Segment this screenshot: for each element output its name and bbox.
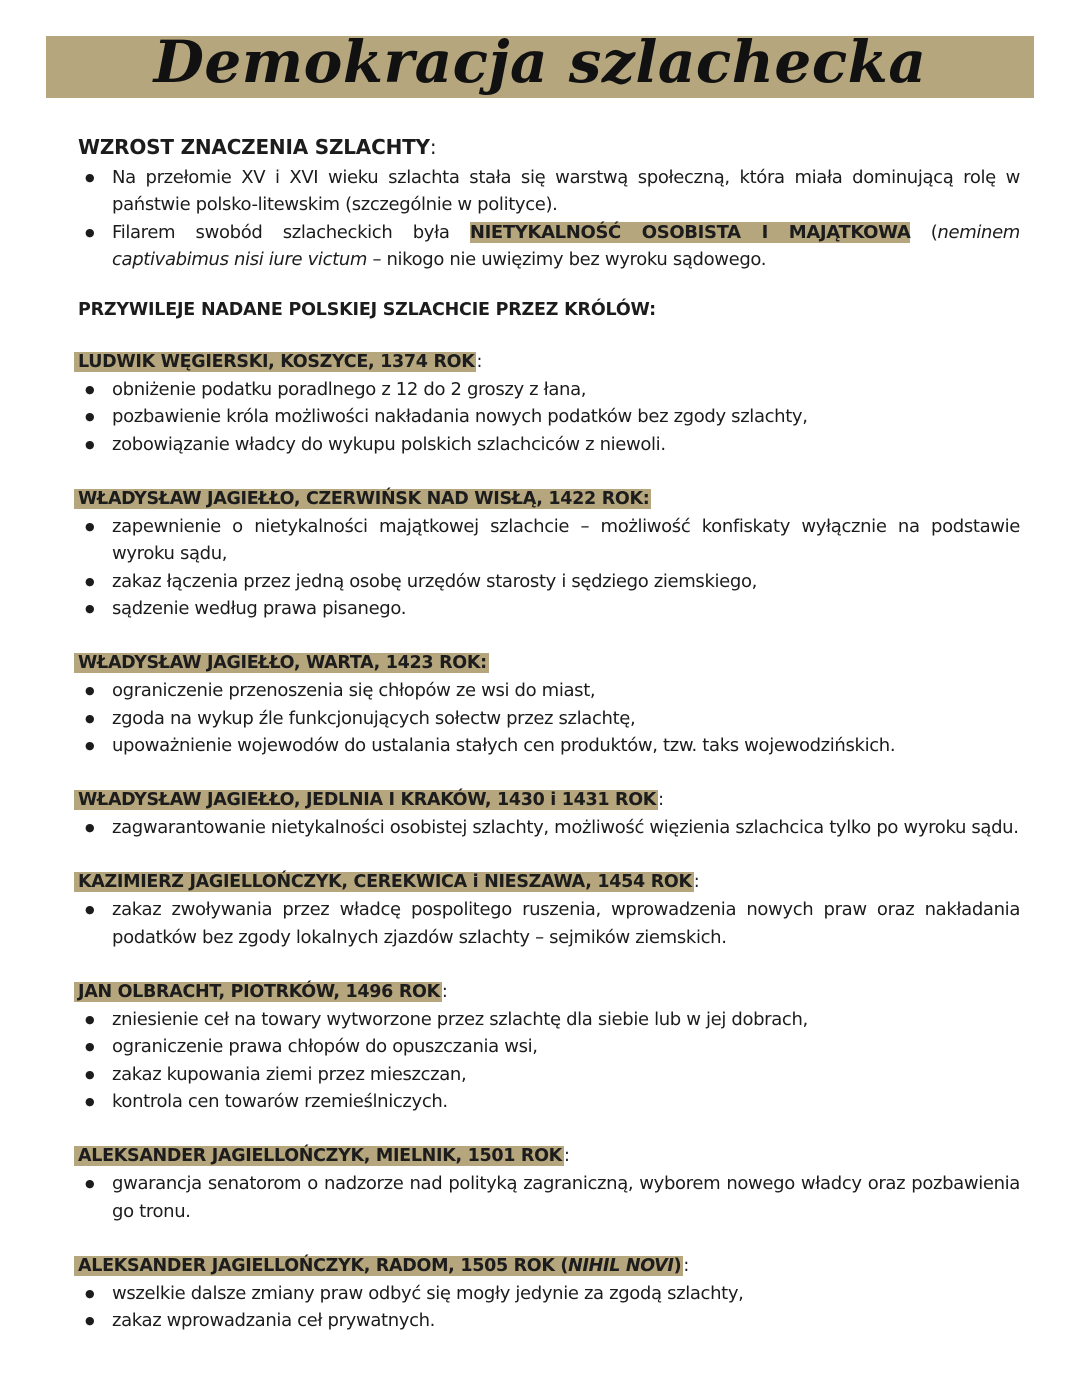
list-item: ● zapewnienie o nietykalności majątkowej szlachcie – możliwość konfiskaty wyłącznie na podstawie wyroku sądu,: [78, 513, 1020, 568]
privilege-section: [78, 349, 1020, 458]
section-colon: :: [563, 1146, 570, 1167]
section-colon: :: [683, 1255, 689, 1276]
section-title: ALEKSANDER JAGIELLOŃCZYK, MIELNIK, 1501 ROK: [74, 1146, 564, 1166]
section-heading: [74, 1253, 1020, 1280]
list-item: ● zakaz kupowania ziemi przez mieszczan,: [78, 1061, 1020, 1088]
list-item: ● wszelkie dalsze zmiany praw odbyć się mogły jedynie za zgodą szlachty,: [78, 1280, 1020, 1307]
privileges-heading: PRZYWILEJE NADANE POLSKIEJ SZLACHCIE PRZEZ KRÓLÓW:: [78, 300, 656, 321]
document-body: [78, 133, 1020, 1334]
section-heading: [74, 650, 1020, 677]
section-list: [78, 376, 1020, 458]
privilege-section: [78, 1253, 1020, 1335]
list-item: ● zakaz łączenia przez jedną osobę urzędów starosty i sędziego ziemskiego,: [78, 568, 1020, 595]
privilege-section: [78, 979, 1020, 1115]
list-item: ● gwarancja senatorom o nadzorze nad polityką zagraniczną, wyborem nowego władcy oraz pozbawienia go tronu.: [78, 1170, 1020, 1225]
section-colon: :: [476, 352, 483, 373]
list-item: ● zobowiązanie władcy do wykupu polskich szlachciców z niewoli.: [78, 431, 1020, 458]
list-item: ● zniesienie ceł na towary wytworzone przez szlachtę dla siebie lub w jej dobrach,: [78, 1006, 1020, 1033]
latin-phrase: neminem captivabimus nisi iure victum: [112, 221, 1020, 270]
list-item: ● kontrola cen towarów rzemieślniczych.: [78, 1088, 1020, 1115]
highlight: NIETYKALNOŚĆ OSOBISTA I MAJĄTKOWA: [469, 221, 911, 243]
privilege-section: [78, 869, 1020, 951]
bullet-text: – nikogo nie uwięzimy bez wyroku sądowego.: [367, 248, 767, 270]
intro-heading: [78, 133, 1020, 161]
list-item: ● upoważnienie wojewodów do ustalania stałych cen produktów, tzw. taks wojewodzińskich.: [78, 732, 1020, 759]
bullet-text: Filarem swobód szlacheckich była: [112, 221, 470, 243]
section-colon: :: [658, 790, 664, 811]
section-heading: [74, 349, 1020, 376]
list-item: ● zakaz wprowadzania ceł prywatnych.: [78, 1307, 1020, 1334]
section-list: [78, 1280, 1020, 1335]
section-title: LUDWIK WĘGIERSKI, KOSZYCE, 1374 ROK: [74, 352, 476, 372]
privilege-sections: [78, 349, 1020, 1225]
intro-list: [78, 164, 1020, 273]
section-list: [78, 513, 1020, 622]
privilege-section: [78, 787, 1020, 841]
section-heading: [74, 486, 1020, 513]
intro-heading-colon: :: [429, 135, 437, 159]
section-heading: [74, 1143, 1020, 1170]
section-list: [78, 677, 1020, 759]
section-list: [78, 1006, 1020, 1115]
section-heading: [74, 869, 1020, 896]
section-title: KAZIMIERZ JAGIELLOŃCZYK, CEREKWICA i NIESZAWA, 1454 ROK: [74, 872, 694, 892]
intro-heading-text: WZROST ZNACZENIA SZLACHTY: [78, 135, 430, 159]
list-item: ● ograniczenie przenoszenia się chłopów ze wsi do miast,: [78, 677, 1020, 704]
privilege-section: [78, 1143, 1020, 1225]
section-colon: :: [441, 982, 448, 1003]
list-item: ● Na przełomie XV i XVI wieku szlachta stała się warstwą społeczną, która miała dominującą rolę w państwie polsko-litewskim (szczególnie w polityce).: [78, 164, 1020, 219]
section-heading: [74, 979, 1020, 1006]
list-item: ● pozbawienie króla możliwości nakładania nowych podatków bez zgody szlachty,: [78, 403, 1020, 430]
list-item: ● ograniczenie prawa chłopów do opuszczania wsi,: [78, 1033, 1020, 1060]
bullet-text: (: [910, 221, 938, 243]
list-item: ● zakaz zwoływania przez władcę pospolitego ruszenia, wprowadzenia nowych praw oraz nakładania podatków bez zgody lokalnych zjazdów szlachty – sejmików ziemskich.: [78, 896, 1020, 951]
section-list: [78, 896, 1020, 951]
section-list: [78, 1170, 1020, 1225]
section-title: WŁADYSŁAW JAGIEŁŁO, CZERWIŃSK NAD WISŁĄ, 1422 ROK:: [74, 489, 651, 509]
list-item: ● obniżenie podatku poradlnego z 12 do 2 groszy z łana,: [78, 376, 1020, 403]
privilege-section: [78, 650, 1020, 759]
section-colon: :: [693, 872, 700, 893]
section-title: WŁADYSŁAW JAGIEŁŁO, WARTA, 1423 ROK:: [74, 653, 489, 673]
section-title-text: ALEKSANDER JAGIELLOŃCZYK, RADOM, 1505 ROK (: [78, 1255, 569, 1276]
page-title: Demokracja szlachecka: [153, 28, 927, 96]
privilege-section: [78, 486, 1020, 622]
section-title: WŁADYSŁAW JAGIEŁŁO, JEDLNIA I KRAKÓW, 1430 i 1431 ROK: [74, 790, 658, 810]
section-title: JAN OLBRACHT, PIOTRKÓW, 1496 ROK: [74, 982, 442, 1002]
section-title-text: ): [673, 1255, 682, 1276]
section-title: [74, 1256, 683, 1276]
section-title-italic: NIHIL NOVI: [568, 1255, 674, 1276]
list-item: [78, 219, 1020, 274]
list-item: ● zagwarantowanie nietykalności osobistej szlachty, możliwość więzienia szlachcica tylko po wyroku sądu.: [78, 814, 1020, 841]
list-item: ● sądzenie według prawa pisanego.: [78, 595, 1020, 622]
list-item: ● zgoda na wykup źle funkcjonujących sołectw przez szlachtę,: [78, 705, 1020, 732]
section-heading: [74, 787, 1020, 814]
section-list: [78, 814, 1020, 841]
